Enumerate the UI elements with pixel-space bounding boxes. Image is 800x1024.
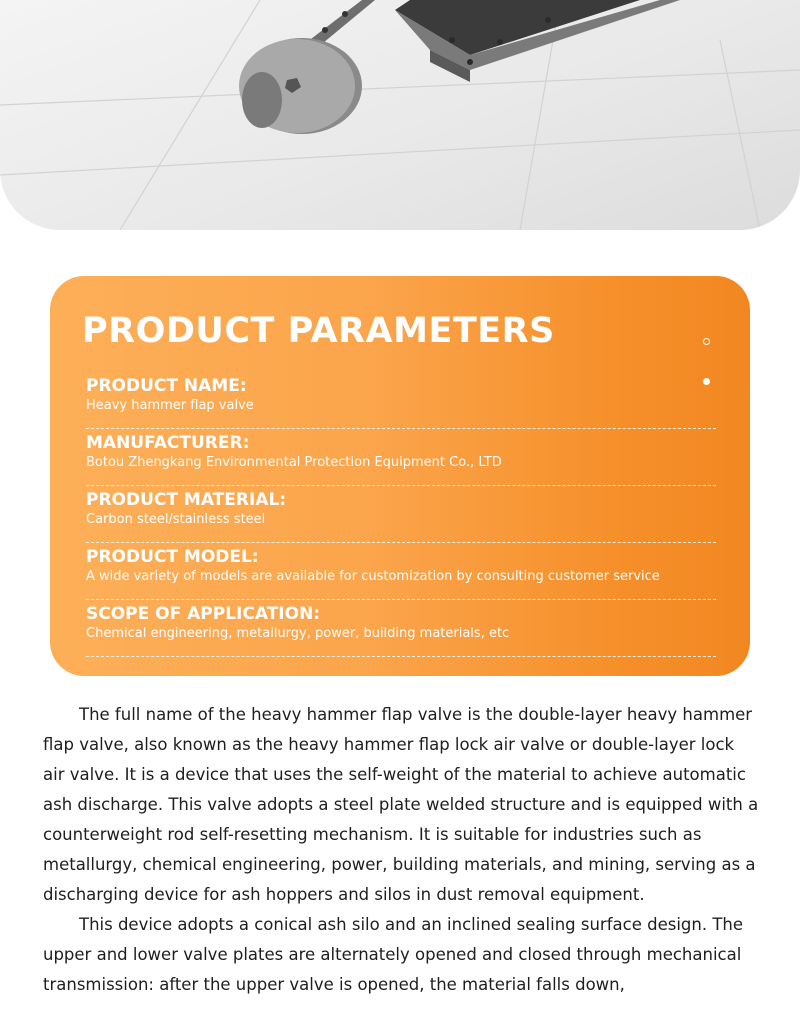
card-title: PRODUCT PARAMETERS bbox=[82, 311, 555, 351]
param-label: PRODUCT MODEL: bbox=[86, 547, 259, 567]
product-description bbox=[43, 700, 760, 1000]
param-product-name bbox=[86, 372, 716, 429]
flap-valve-illustration bbox=[0, 0, 800, 230]
param-value: Heavy hammer flap valve bbox=[86, 398, 254, 413]
product-photo bbox=[0, 0, 800, 230]
description-paragraph: The full name of the heavy hammer flap valve is the double-layer heavy hammer flap valve, also known as the heavy hammer flap lock air valve or double-layer lock air valve. It is a device that uses the self-weight of the material to achieve automatic ash discharge. This valve adopts a steel plate welded structure and is equipped with a counterweight rod self-resetting mechanism. It is suitable for industries such as metallurgy, chemical engineering, power, building materials, and mining, serving as a discharging device for ash hoppers and silos in dust removal equipment. bbox=[43, 705, 759, 904]
param-manufacturer bbox=[86, 429, 716, 486]
param-label: PRODUCT NAME: bbox=[86, 376, 247, 396]
param-label: SCOPE OF APPLICATION: bbox=[86, 604, 321, 624]
description-paragraph: This device adopts a conical ash silo and an inclined sealing surface design. The upper and lower valve plates are alternately opened and closed through mechanical transmission: after the upper valve is opened, the material falls down, bbox=[43, 915, 744, 994]
param-scope-of-application bbox=[86, 600, 716, 657]
param-value: A wide variety of models are available for customization by consulting customer service bbox=[86, 569, 660, 584]
param-value: Botou Zhengkang Environmental Protection Equipment Co., LTD bbox=[86, 455, 502, 470]
param-value: Carbon steel/stainless steel bbox=[86, 512, 266, 527]
param-product-model bbox=[86, 543, 716, 600]
param-label: PRODUCT MATERIAL: bbox=[86, 490, 287, 510]
param-product-material bbox=[86, 486, 716, 543]
param-value: Chemical engineering, metallurgy, power, building materials, etc bbox=[86, 626, 510, 641]
product-parameters-card bbox=[50, 276, 750, 676]
param-label: MANUFACTURER: bbox=[86, 433, 250, 453]
parameter-list bbox=[86, 372, 716, 657]
circle-outline-icon bbox=[703, 338, 710, 345]
